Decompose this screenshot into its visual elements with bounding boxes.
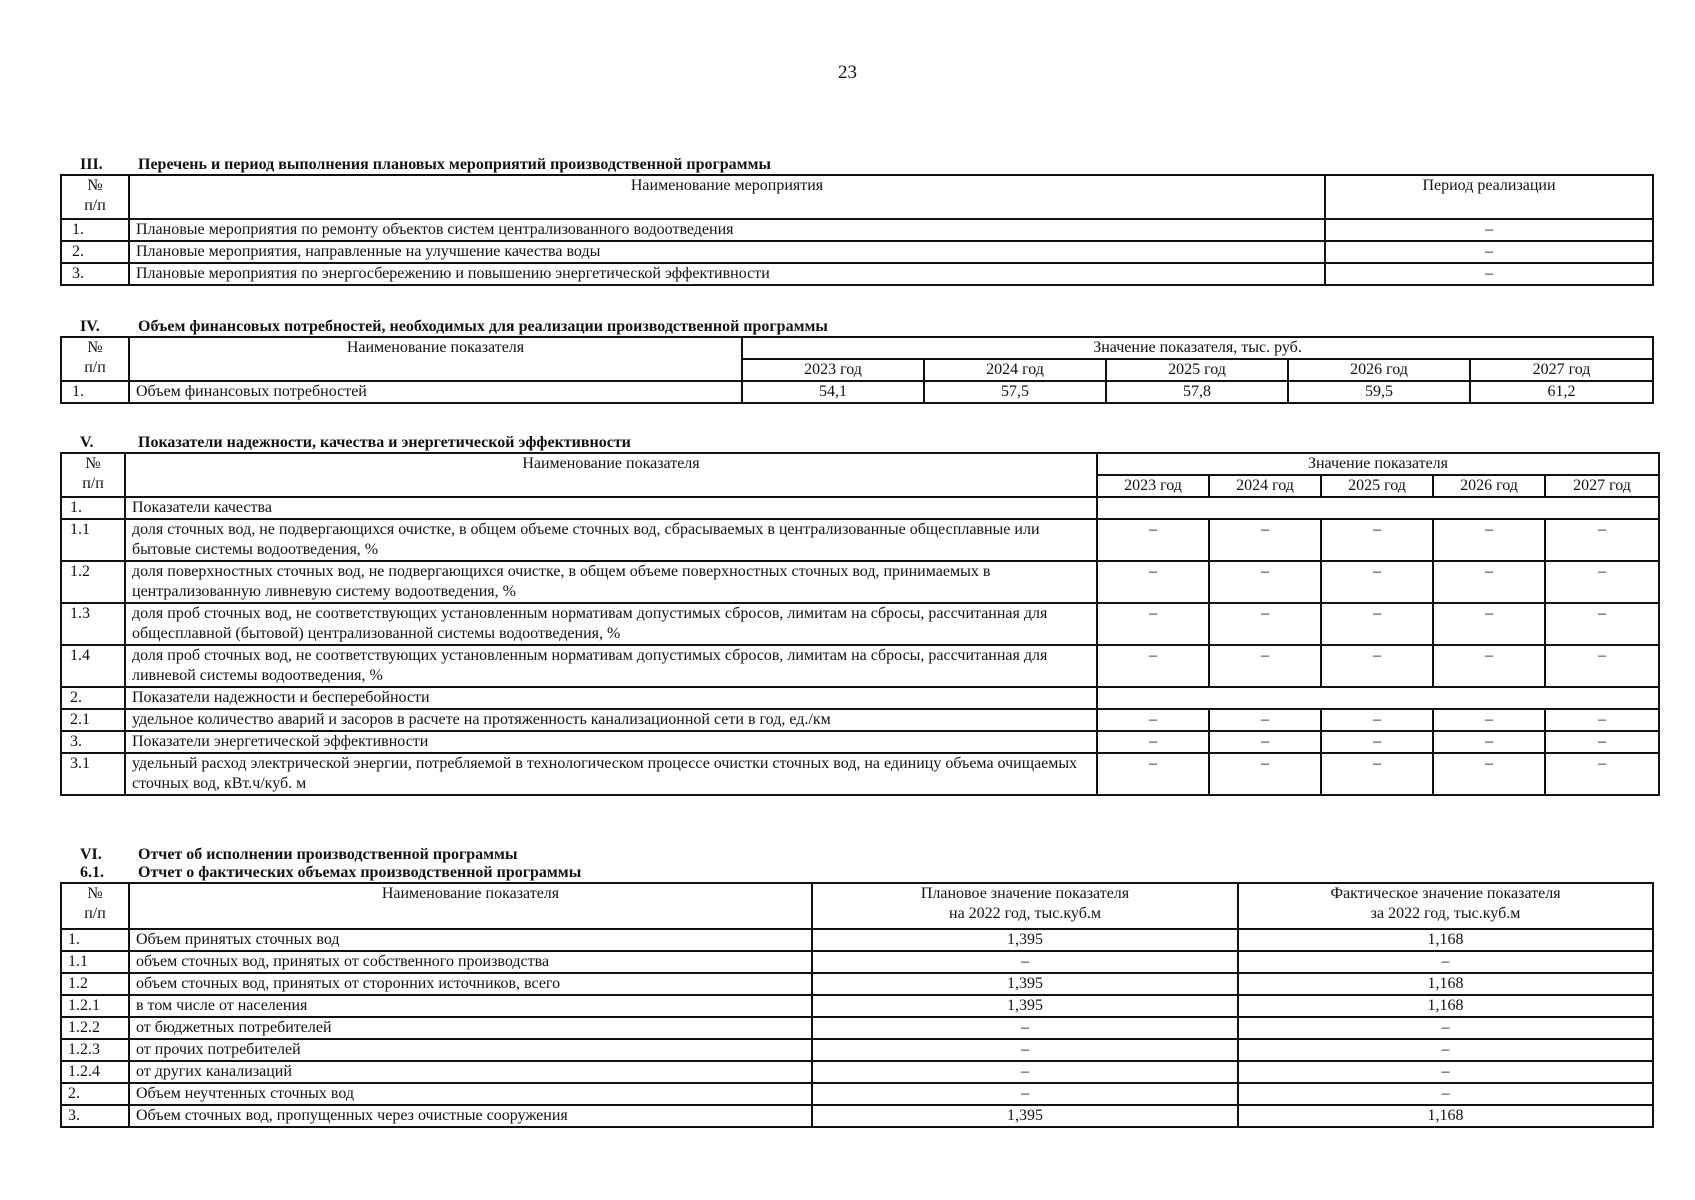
row-value: – xyxy=(1321,709,1433,731)
table-row xyxy=(61,381,1653,403)
row-value: – xyxy=(1097,519,1209,561)
row-name: в том числе от населения xyxy=(129,995,812,1017)
row-value: 61,2 xyxy=(1470,381,1653,403)
row-value: – xyxy=(1209,709,1321,731)
row-plan-value: – xyxy=(812,1017,1238,1039)
row-name: удельное количество аварий и засоров в расчете на протяженность канализационной сети в год, ед./км xyxy=(125,709,1097,731)
table-row xyxy=(61,1039,1653,1061)
header-num: № п/п xyxy=(61,175,129,219)
row-name: Объем принятых сточных вод xyxy=(129,929,812,951)
row-fact-value: – xyxy=(1238,1017,1653,1039)
row-value: – xyxy=(1097,753,1209,795)
row-fact-value: – xyxy=(1238,1083,1653,1105)
table-row xyxy=(61,929,1653,951)
row-number: 1.2.3 xyxy=(61,1039,129,1061)
row-fact-value: 1,168 xyxy=(1238,973,1653,995)
row-number: 1.1 xyxy=(61,951,129,973)
table-row xyxy=(61,603,1659,645)
row-name: Плановые мероприятия по ремонту объектов систем централизованного водоотведения xyxy=(129,219,1325,241)
header-name: Наименование показателя xyxy=(125,453,1097,497)
row-period: – xyxy=(1325,241,1653,263)
section-5 xyxy=(60,434,1660,796)
row-period: – xyxy=(1325,219,1653,241)
planned-measures-table xyxy=(60,174,1654,286)
row-value: – xyxy=(1209,753,1321,795)
year-header: 2027 год xyxy=(1545,475,1659,497)
table-row xyxy=(61,1083,1653,1105)
table-row xyxy=(61,219,1653,241)
row-name: Показатели надежности и бесперебойности xyxy=(125,687,1097,709)
row-number: 1.1 xyxy=(61,519,125,561)
row-value: – xyxy=(1433,709,1545,731)
header-name: Наименование мероприятия xyxy=(129,175,1325,219)
header-plan: Плановое значение показателя на 2022 год, тыс.куб.м xyxy=(812,883,1238,929)
row-name: доля сточных вод, не подвергающихся очистке, в общем объеме сточных вод, сбрасываемых в централизованные общесплавные или бытовые системы водоотведения, % xyxy=(125,519,1097,561)
row-value: – xyxy=(1097,603,1209,645)
row-number: 1.4 xyxy=(61,645,125,687)
row-number: 1.2.2 xyxy=(61,1017,129,1039)
year-header: 2024 год xyxy=(1209,475,1321,497)
row-value: – xyxy=(1321,603,1433,645)
row-plan-value: 1,395 xyxy=(812,973,1238,995)
row-number: 3. xyxy=(61,263,129,285)
row-period: – xyxy=(1325,263,1653,285)
year-header: 2027 год xyxy=(1470,359,1653,381)
table-row xyxy=(61,1061,1653,1083)
section-6-1-title: Отчет о фактических объемах производственной программы xyxy=(138,864,582,881)
year-header: 2024 год xyxy=(924,359,1106,381)
row-plan-value: – xyxy=(812,951,1238,973)
row-name: Показатели энергетической эффективности xyxy=(125,731,1097,753)
row-value: – xyxy=(1097,645,1209,687)
table-row xyxy=(61,519,1659,561)
row-value: 59,5 xyxy=(1288,381,1470,403)
row-fact-value: 1,168 xyxy=(1238,1105,1653,1127)
table-row xyxy=(61,645,1659,687)
header-value: Значение показателя, тыс. руб. xyxy=(742,337,1653,359)
year-header: 2026 год xyxy=(1288,359,1470,381)
row-number: 1.2 xyxy=(61,561,125,603)
row-value: – xyxy=(1321,753,1433,795)
table-row xyxy=(61,995,1653,1017)
row-number: 2.1 xyxy=(61,709,125,731)
row-value: – xyxy=(1433,603,1545,645)
row-value: – xyxy=(1433,731,1545,753)
section-3-number: III. xyxy=(80,156,103,173)
row-number: 3. xyxy=(61,1105,129,1127)
table-row xyxy=(61,709,1659,731)
header-fact: Фактическое значение показателя за 2022 год, тыс.куб.м xyxy=(1238,883,1653,929)
year-header: 2025 год xyxy=(1321,475,1433,497)
section-6-1-heading xyxy=(60,864,1654,882)
table-row xyxy=(61,263,1653,285)
section-5-title: Показатели надежности, качества и энергетической эффективности xyxy=(138,434,631,451)
header-name: Наименование показателя xyxy=(129,883,812,929)
table-row xyxy=(61,951,1653,973)
section-6-1-number: 6.1. xyxy=(80,864,104,881)
year-header: 2023 год xyxy=(1097,475,1209,497)
section-4-number: IV. xyxy=(80,318,100,335)
group-row xyxy=(61,497,1659,519)
year-header: 2023 год xyxy=(742,359,924,381)
row-name: доля проб сточных вод, не соответствующих установленным нормативам допустимых сбросов, лимитам на сбросы, рассчитанная для общесплавной (бытовой) централизованной системы водоотведения, % xyxy=(125,603,1097,645)
table-row xyxy=(61,753,1659,795)
row-value: – xyxy=(1321,519,1433,561)
empty-value-cell xyxy=(1097,497,1659,519)
row-number: 2. xyxy=(61,1083,129,1105)
row-value: – xyxy=(1545,753,1659,795)
section-6-heading xyxy=(60,846,1654,864)
row-name: Плановые мероприятия, направленные на улучшение качества воды xyxy=(129,241,1325,263)
row-number: 2. xyxy=(61,241,129,263)
year-header: 2025 год xyxy=(1106,359,1288,381)
section-5-heading xyxy=(60,434,1660,452)
table-header-row xyxy=(61,883,1653,929)
row-number: 1.2 xyxy=(61,973,129,995)
empty-value-cell xyxy=(1097,687,1659,709)
row-fact-value: – xyxy=(1238,1061,1653,1083)
row-value: – xyxy=(1433,753,1545,795)
header-name: Наименование показателя xyxy=(129,337,742,381)
row-value: – xyxy=(1097,731,1209,753)
table-row xyxy=(61,241,1653,263)
year-header: 2026 год xyxy=(1433,475,1545,497)
row-name: Плановые мероприятия по энергосбережению и повышению энергетической эффективности xyxy=(129,263,1325,285)
row-name: объем сточных вод, принятых от сторонних источников, всего xyxy=(129,973,812,995)
row-value: – xyxy=(1545,561,1659,603)
table-header-row xyxy=(61,337,1653,359)
header-value: Значение показателя xyxy=(1097,453,1659,475)
row-value: – xyxy=(1321,731,1433,753)
section-6-number: VI. xyxy=(80,846,102,863)
row-value: – xyxy=(1209,603,1321,645)
row-number: 1. xyxy=(61,929,129,951)
row-number: 1.2.1 xyxy=(61,995,129,1017)
row-value: – xyxy=(1209,519,1321,561)
page-number: 23 xyxy=(838,62,857,83)
row-name: доля проб сточных вод, не соответствующих установленным нормативам допустимых сбросов, лимитам на сбросы, рассчитанная для ливневой системы водоотведения, % xyxy=(125,645,1097,687)
group-row xyxy=(61,687,1659,709)
section-4-heading xyxy=(60,318,1654,336)
reliability-indicators-table xyxy=(60,452,1660,796)
row-value: – xyxy=(1321,645,1433,687)
row-value: – xyxy=(1545,645,1659,687)
row-value: – xyxy=(1545,603,1659,645)
header-num: № п/п xyxy=(61,337,129,381)
row-value: – xyxy=(1209,731,1321,753)
table-header-row xyxy=(61,175,1653,219)
row-number: 1.2.4 xyxy=(61,1061,129,1083)
row-name: Показатели качества xyxy=(125,497,1097,519)
table-row xyxy=(61,973,1653,995)
actual-volumes-table xyxy=(60,882,1654,1128)
row-fact-value: – xyxy=(1238,951,1653,973)
row-name: Объем финансовых потребностей xyxy=(129,381,742,403)
table-header-row xyxy=(61,453,1659,475)
row-value: – xyxy=(1545,519,1659,561)
row-name: от прочих потребителей xyxy=(129,1039,812,1061)
section-3-title: Перечень и период выполнения плановых мероприятий производственной программы xyxy=(138,156,771,173)
row-number: 3.1 xyxy=(61,753,125,795)
section-6 xyxy=(60,846,1654,1128)
row-value: – xyxy=(1097,561,1209,603)
section-4-title: Объем финансовых потребностей, необходимых для реализации производственной программы xyxy=(138,318,828,335)
row-name: доля поверхностных сточных вод, не подвергающихся очистке, в общем объеме поверхностных сточных вод, принимаемых в централизованную ливневую систему водоотведения, % xyxy=(125,561,1097,603)
row-value: 57,8 xyxy=(1106,381,1288,403)
row-value: – xyxy=(1433,561,1545,603)
table-row xyxy=(61,1017,1653,1039)
row-value: 57,5 xyxy=(924,381,1106,403)
row-value: – xyxy=(1433,645,1545,687)
row-number: 1. xyxy=(61,497,125,519)
section-3-heading xyxy=(60,156,1654,174)
row-number: 1. xyxy=(61,381,129,403)
section-3 xyxy=(60,156,1654,286)
header-num: № п/п xyxy=(61,883,129,929)
row-plan-value: – xyxy=(812,1061,1238,1083)
row-number: 3. xyxy=(61,731,125,753)
row-plan-value: – xyxy=(812,1039,1238,1061)
row-name: от бюджетных потребителей xyxy=(129,1017,812,1039)
row-name: Объем сточных вод, пропущенных через очистные сооружения xyxy=(129,1105,812,1127)
row-name: удельный расход электрической энергии, потребляемой в технологическом процессе очистки сточных вод, на единицу объема очищаемых сточных вод, кВт.ч/куб. м xyxy=(125,753,1097,795)
row-name: объем сточных вод, принятых от собственного производства xyxy=(129,951,812,973)
row-plan-value: 1,395 xyxy=(812,929,1238,951)
row-number: 1. xyxy=(61,219,129,241)
row-fact-value: 1,168 xyxy=(1238,929,1653,951)
header-period: Период реализации xyxy=(1325,175,1653,219)
row-fact-value: – xyxy=(1238,1039,1653,1061)
row-name: от других канализаций xyxy=(129,1061,812,1083)
row-plan-value: 1,395 xyxy=(812,1105,1238,1127)
row-value: – xyxy=(1321,561,1433,603)
financial-needs-table xyxy=(60,336,1654,404)
section-4 xyxy=(60,318,1654,404)
row-number: 1.3 xyxy=(61,603,125,645)
section-5-number: V. xyxy=(80,434,94,451)
row-value: – xyxy=(1209,645,1321,687)
row-fact-value: 1,168 xyxy=(1238,995,1653,1017)
row-plan-value: 1,395 xyxy=(812,995,1238,1017)
table-row xyxy=(61,561,1659,603)
row-number: 2. xyxy=(61,687,125,709)
row-value: – xyxy=(1433,519,1545,561)
row-value: – xyxy=(1545,731,1659,753)
row-value: – xyxy=(1545,709,1659,731)
row-name: Объем неучтенных сточных вод xyxy=(129,1083,812,1105)
row-value: 54,1 xyxy=(742,381,924,403)
row-value: – xyxy=(1209,561,1321,603)
table-row xyxy=(61,731,1659,753)
row-value: – xyxy=(1097,709,1209,731)
section-6-title: Отчет об исполнении производственной программы xyxy=(138,846,518,863)
table-row xyxy=(61,1105,1653,1127)
header-num: № п/п xyxy=(61,453,125,497)
row-plan-value: – xyxy=(812,1083,1238,1105)
